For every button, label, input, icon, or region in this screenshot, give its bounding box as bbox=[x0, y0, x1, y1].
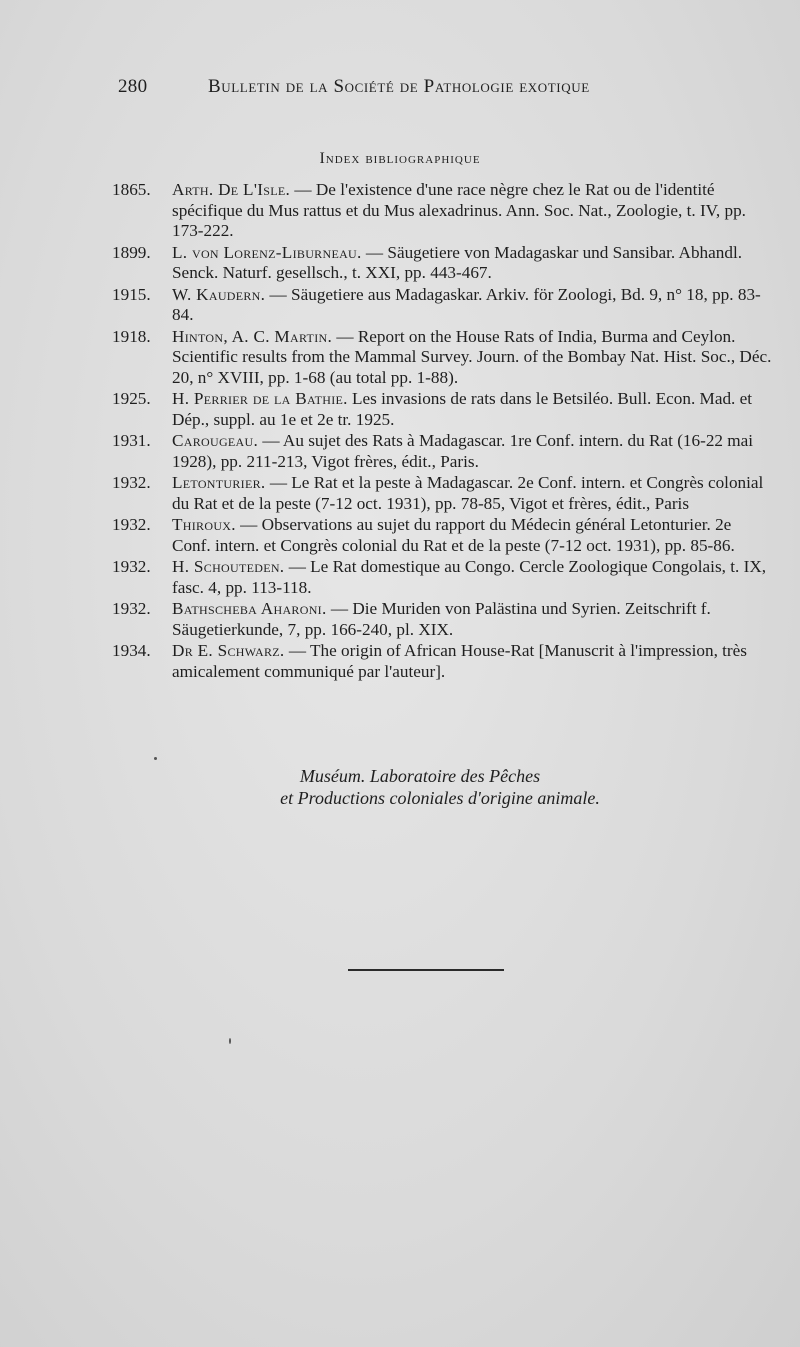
reference-year: 1931. bbox=[112, 431, 151, 450]
reference-authors: L. von Lorenz-Liburneau. bbox=[172, 242, 362, 262]
reference-item bbox=[112, 285, 772, 326]
reference-text: Les invasions de rats dans le Betsiléo. Bull. Econ. Mad. et Dép., suppl. au 1e et 2e tr. 1925. bbox=[172, 389, 753, 429]
reference-list bbox=[112, 180, 772, 683]
reference-text: — Report on the House Rats of India, Burma and Ceylon. Scientific results from the Mammal Survey. Journ. of the Bombay Nat. Hist. Soc., Déc. 20, n° XVIII, pp. 1-68 (au total pp. 1-88). bbox=[172, 326, 772, 387]
paper-speck bbox=[229, 1038, 231, 1044]
reference-authors: Letonturier. bbox=[172, 473, 266, 492]
reference-authors: Carougeau. bbox=[172, 431, 259, 450]
reference-year: 1932. bbox=[112, 557, 151, 576]
reference-authors: H. Perrier de la Bathie. bbox=[172, 389, 348, 408]
reference-authors: W. Kaudern. bbox=[172, 284, 266, 304]
reference-text: — The origin of African House-Rat [Manuscrit à l'impression, très amicalement communiqué par l'auteur]. bbox=[172, 641, 747, 681]
reference-item bbox=[112, 473, 772, 514]
reference-year: 1925. bbox=[112, 389, 151, 408]
reference-text: — Le Rat et la peste à Madagascar. 2e Conf. intern. et Congrès colonial du Rat et de la peste (7-12 oct. 1931), pp. 78-85, Vigot et frères, édit., Paris bbox=[172, 473, 764, 513]
reference-text: — Observations au sujet du rapport du Médecin général Letonturier. 2e Conf. intern. et Congrès colonial du Rat et de la peste (7-12 oct. 1931), pp. 85-86. bbox=[172, 515, 735, 555]
reference-item bbox=[112, 327, 772, 389]
reference-text: — Säugetiere aus Madagaskar. Arkiv. för Zoologi, Bd. 9, n° 18, pp. 83-84. bbox=[172, 284, 761, 324]
reference-text: — Le Rat domestique au Congo. Cercle Zoologique Congolais, t. IX, fasc. 4, pp. 113-118. bbox=[172, 557, 767, 597]
reference-authors: Arth. De L'Isle. bbox=[172, 180, 291, 199]
page-header bbox=[118, 76, 730, 98]
paper-speck bbox=[154, 757, 157, 760]
reference-text: — Die Muriden von Palästina und Syrien. Zeitschrift f. Säugetierkunde, 7, pp. 166-240, pl. XIX. bbox=[172, 599, 711, 639]
running-title: Bulletin de la Société de Pathologie exotique bbox=[208, 76, 590, 97]
reference-authors: Dr E. Schwarz. bbox=[172, 641, 285, 660]
reference-item bbox=[112, 557, 772, 598]
signature-line-2: et Productions coloniales d'origine animale. bbox=[280, 788, 600, 808]
reference-item bbox=[112, 243, 772, 284]
reference-item bbox=[112, 641, 772, 682]
reference-authors: Hinton, A. C. Martin. bbox=[172, 326, 333, 346]
reference-text: — Au sujet des Rats à Madagascar. 1re Conf. intern. du Rat (16-22 mai 1928), pp. 211-213, Vigot frères, édit., Paris. bbox=[172, 431, 754, 471]
reference-item bbox=[112, 515, 772, 556]
reference-year: 1934. bbox=[112, 641, 151, 660]
reference-item bbox=[112, 180, 772, 242]
section-title: Index bibliographique bbox=[319, 150, 481, 167]
reference-year: 1865. bbox=[112, 180, 151, 199]
reference-item bbox=[112, 389, 772, 430]
reference-item bbox=[112, 599, 772, 640]
reference-year: 1899. bbox=[112, 242, 151, 262]
reference-year: 1932. bbox=[112, 599, 151, 618]
reference-year: 1932. bbox=[112, 473, 151, 492]
reference-year: 1918. bbox=[112, 326, 151, 346]
end-rule bbox=[348, 969, 504, 971]
signature-line-1: Muséum. Laboratoire des Pêches bbox=[299, 766, 541, 786]
page-number: 280 bbox=[118, 76, 148, 97]
reference-text: — De l'existence d'une race nègre chez le Rat ou de l'identité spécifique du Mus rattus et du Mus alexadrinus. Ann. Soc. Nat., Zoologie, t. IV, pp. 173-222. bbox=[172, 180, 746, 240]
reference-text: — Säugetiere von Madagaskar und Sansibar. Abhandl. Senck. Naturf. gesellsch., t. XXI, pp. 443-467. bbox=[172, 242, 743, 282]
reference-authors: Bathscheba Aharoni. bbox=[172, 599, 327, 618]
reference-authors: H. Schouteden. bbox=[172, 557, 285, 576]
reference-year: 1932. bbox=[112, 515, 151, 534]
reference-item bbox=[112, 431, 772, 472]
reference-authors: Thiroux. bbox=[172, 515, 236, 534]
reference-year: 1915. bbox=[112, 284, 151, 304]
